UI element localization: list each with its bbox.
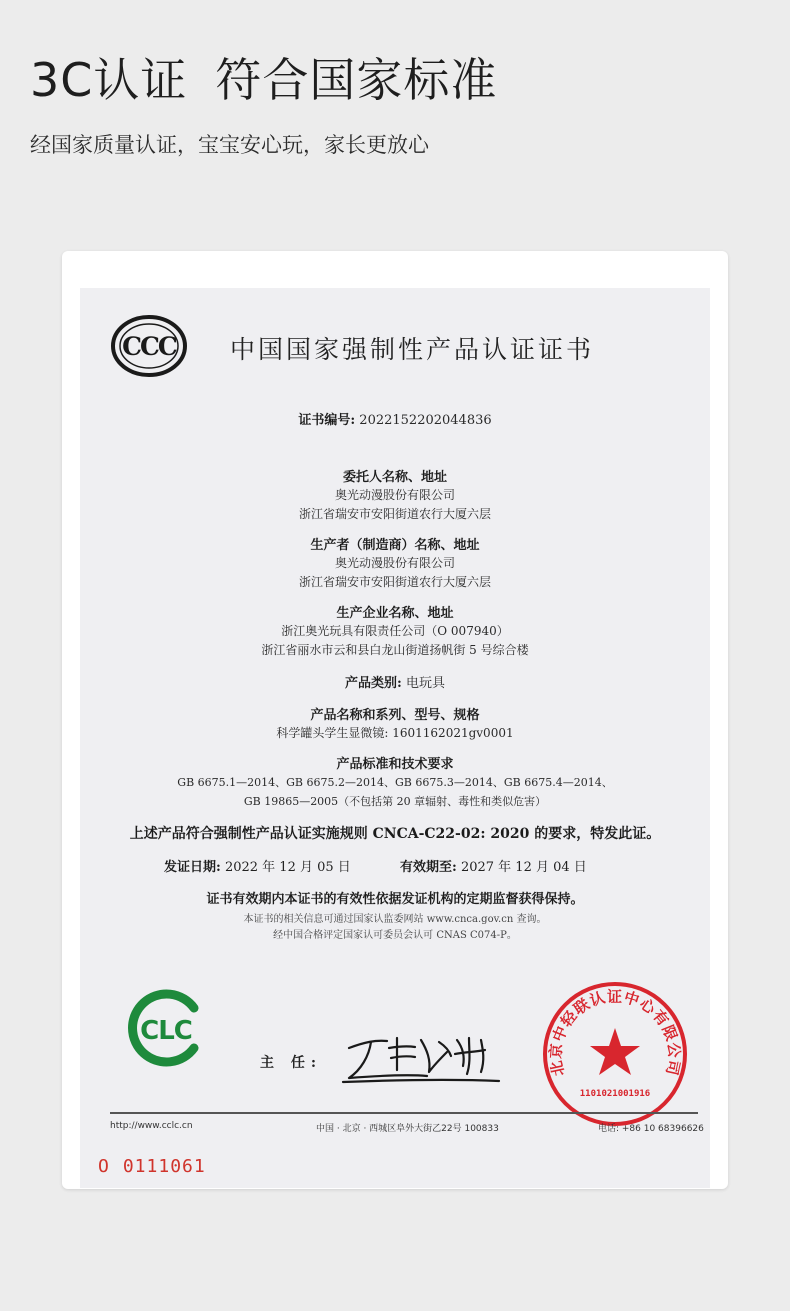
category-label: 产品类别: <box>345 676 402 691</box>
client-address: 浙江省瑞安市安阳街道农行大厦六层 <box>298 507 491 521</box>
standards-label: 产品标准和技术要求 <box>336 757 454 772</box>
issue-date-group <box>164 856 351 875</box>
certificate-title: 中国国家强制性产品认证证书 <box>230 335 595 364</box>
footer-website: http://www.cclc.cn <box>110 1121 193 1131</box>
certificate-serial <box>98 1156 206 1177</box>
ccc-logo-text: CCC <box>122 332 176 361</box>
issuer-seal <box>535 974 695 1134</box>
producer-name: 奥光动漫股份有限公司 <box>334 556 455 570</box>
producer-label: 生产者（制造商）名称、地址 <box>310 538 480 553</box>
certificate-sheet <box>80 288 710 1188</box>
serial-number: 0111061 <box>122 1156 206 1177</box>
seal-number: 1101021001916 <box>579 1089 651 1099</box>
clc-logo-icon <box>122 988 206 1068</box>
client-label: 委托人名称、地址 <box>342 470 447 485</box>
clc-logo-text: CLC <box>140 1016 192 1046</box>
client-name: 奥光动漫股份有限公司 <box>334 488 455 502</box>
product-value: 科学罐头学生显微镜: 1601162021gv0001 <box>276 726 514 740</box>
expiry-date-group <box>400 856 587 875</box>
footer-divider <box>110 1112 698 1114</box>
note-line-2: 经中国合格评定国家认可委员会认可 CNAS C074-P。 <box>273 930 517 941</box>
page-subtitle: 经国家质量认证，宝宝安心玩，家长更放心 <box>30 133 429 157</box>
issue-date-label: 发证日期: <box>164 860 221 875</box>
page-headline <box>30 52 497 108</box>
producer-address: 浙江省瑞安市安阳街道农行大厦六层 <box>298 575 491 589</box>
expiry-date-value: 2027 年 12 月 04 日 <box>460 860 587 875</box>
standards-line-2: GB 19865—2005（不包括第 20 章辐射、毒性和类似危害） <box>243 795 547 808</box>
issue-date-value: 2022 年 12 月 05 日 <box>224 860 351 875</box>
ccc-logo-icon <box>110 314 188 378</box>
expiry-date-label: 有效期至: <box>400 860 457 875</box>
certificate-number-label: 证书编号: <box>298 413 356 428</box>
category-value: 电玩具 <box>405 676 445 691</box>
footer-phone: 电话: +86 10 68396626 <box>598 1124 704 1134</box>
factory-address: 浙江省丽水市云和县白龙山街道扬帆街 5 号综合楼 <box>261 643 529 657</box>
certificate-number-row <box>80 409 710 428</box>
factory-label: 生产企业名称、地址 <box>336 606 454 621</box>
standards-line-1: GB 6675.1—2014、GB 6675.2—2014、GB 6675.3—2014、GB 6675.4—2014、 <box>177 776 613 789</box>
headline-standard: 符合国家标准 <box>215 53 498 107</box>
director-signature <box>335 1026 505 1088</box>
compliance-statement: 上述产品符合强制性产品认证实施规则 CNCA-C22-02: 2020 的要求，特发此证。 <box>129 826 661 842</box>
certificate-number-value: 2022152202044836 <box>359 413 492 428</box>
footer-address: 中国 · 北京 · 西城区阜外大街乙22号 100833 <box>316 1124 499 1134</box>
headline-3c: 3C认证 <box>30 53 188 107</box>
note-line-1: 本证书的相关信息可通过国家认监委网站 www.cnca.gov.cn 查询。 <box>243 914 547 925</box>
serial-symbol: O <box>98 1156 109 1177</box>
certificate-card <box>62 251 728 1189</box>
category-row <box>80 672 710 691</box>
chief-label: 主 任: <box>260 1055 323 1071</box>
validity-statement: 证书有效期内本证书的有效性依据发证机构的定期监督获得保持。 <box>206 892 584 907</box>
product-label: 产品名称和系列、型号、规格 <box>310 708 480 723</box>
factory-name: 浙江奥光玩具有限责任公司（O 007940） <box>281 624 509 638</box>
seal-text: 北京中轻联认证中心有限公司 <box>546 987 684 1078</box>
